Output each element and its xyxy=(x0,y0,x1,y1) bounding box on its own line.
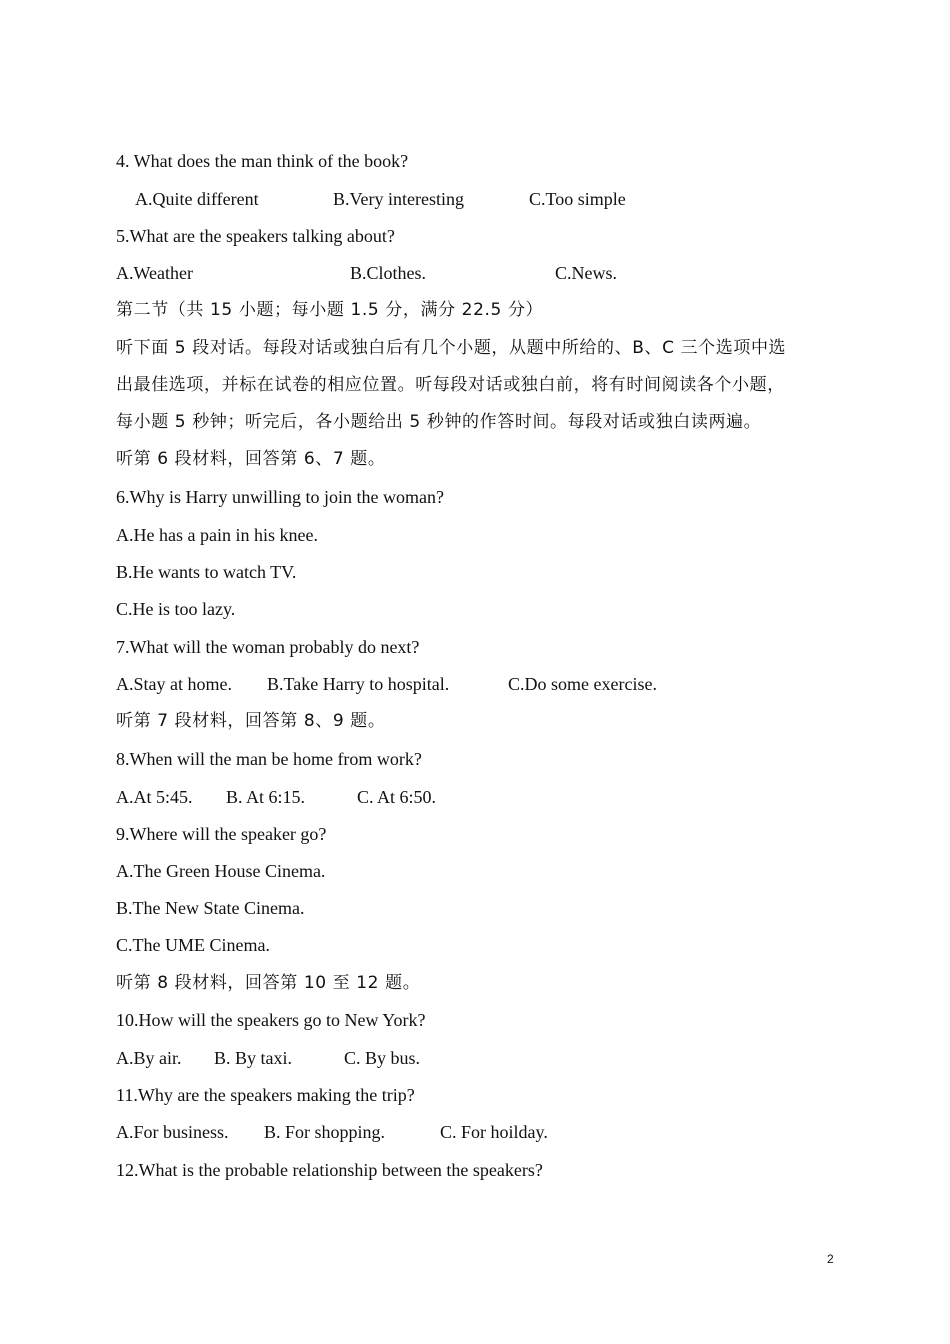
question-10: 10.How will the speakers go to New York? xyxy=(116,1010,426,1030)
question-8: 8.When will the man be home from work? xyxy=(116,749,422,769)
q10-option-c: C. By bus. xyxy=(344,1048,421,1068)
q11-option-b: B. For shopping. xyxy=(264,1122,386,1142)
q7-option-b: B.Take Harry to hospital. xyxy=(267,674,450,694)
q9-option-c: C.The UME Cinema. xyxy=(116,935,270,955)
q6-option-a: A.He has a pain in his knee. xyxy=(116,525,318,545)
page-number: 2 xyxy=(827,1252,834,1266)
q8-option-a: A.At 5:45. xyxy=(116,787,193,807)
question-5: 5.What are the speakers talking about? xyxy=(116,226,395,246)
q7-option-c: C.Do some exercise. xyxy=(508,674,657,694)
q8-option-c: C. At 6:50. xyxy=(357,787,437,807)
question-12: 12.What is the probable relationship between the speakers? xyxy=(116,1160,543,1180)
q4-option-b: B.Very interesting xyxy=(333,189,464,209)
question-6: 6.Why is Harry unwilling to join the woman? xyxy=(116,487,444,507)
question-9: 9.Where will the speaker go? xyxy=(116,824,327,844)
question-4: 4. What does the man think of the book? xyxy=(116,151,409,171)
q8-option-b: B. At 6:15. xyxy=(226,787,306,807)
part-6-intro: 听第 6 段材料，回答第 6、7 题。 xyxy=(116,449,386,469)
q9-option-a: A.The Green House Cinema. xyxy=(116,861,326,881)
q11-option-a: A.For business. xyxy=(116,1122,229,1142)
q10-option-b: B. By taxi. xyxy=(214,1048,293,1068)
q6-option-b: B.He wants to watch TV. xyxy=(116,562,297,582)
q7-option-a: A.Stay at home. xyxy=(116,674,232,694)
q4-option-c: C.Too simple xyxy=(529,189,626,209)
part-7-intro: 听第 7 段材料，回答第 8、9 题。 xyxy=(116,711,386,731)
q5-option-a: A.Weather xyxy=(116,263,194,283)
instructions-line-1: 听下面 5 段对话。每段对话或独白后有几个小题，从题中所给的、B、C 三个选项中选 xyxy=(116,338,787,358)
q5-option-b: B.Clothes. xyxy=(350,263,427,283)
q4-option-a: A.Quite different xyxy=(135,189,259,209)
part-8-intro: 听第 8 段材料，回答第 10 至 12 题。 xyxy=(116,973,421,993)
q10-option-a: A.By air. xyxy=(116,1048,182,1068)
instructions-line-3: 每小题 5 秒钟；听完后，各小题给出 5 秒钟的作答时间。每段对话或独白读两遍。 xyxy=(116,412,762,432)
question-11: 11.Why are the speakers making the trip? xyxy=(116,1085,415,1105)
q6-option-c: C.He is too lazy. xyxy=(116,599,236,619)
question-7: 7.What will the woman probably do next? xyxy=(116,637,420,657)
q11-option-c: C. For hoilday. xyxy=(440,1122,548,1142)
instructions-line-2: 出最佳选项，并标在试卷的相应位置。听每段对话或独白前，将有时间阅读各个小题， xyxy=(116,375,785,395)
q5-option-c: C.News. xyxy=(555,263,617,283)
section-2-heading: 第二节（共 15 小题；每小题 1.5 分，满分 22.5 分） xyxy=(116,300,544,320)
q9-option-b: B.The New State Cinema. xyxy=(116,898,305,918)
